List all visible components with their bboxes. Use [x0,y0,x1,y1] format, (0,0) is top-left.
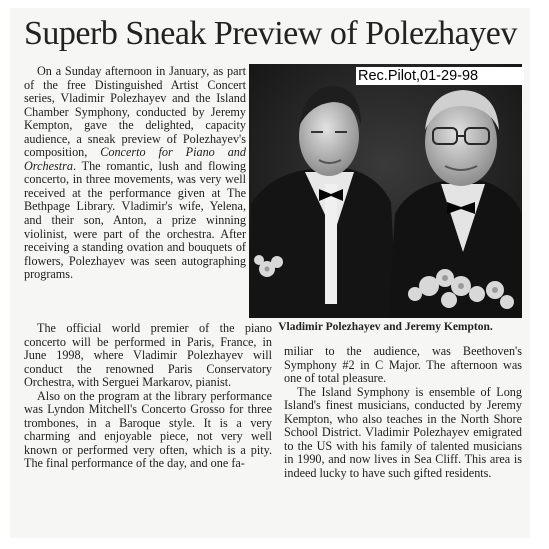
photo-two-men-tuxedos [249,64,522,318]
article-column-lower-left [24,322,272,471]
paragraph-3-continued: miliar to the audience, was Beethoven's Symphony #2 in C Major. The afternoon was one of total pleasure. [284,344,522,386]
photo-illustration [249,64,522,318]
paragraph-1-text-a: On a Sunday afternoon in January, as part of the free Distinguished Artist Concert series, Vladimir Polezhayev and the Island Chamber Symphony, conducted by Jeremy Kempton, gave the delighted, capacity audience, a sneak preview of Polezhayev's composition, [24,64,246,160]
photo-caption: Vladimir Polezhayev and Jeremy Kempton. [278,321,493,333]
paragraph-3: Also on the program at the library performance was Lyndon Mitchell's Concerto Grosso for three trombones, in a Baroque style. It is a very charming and enjoyable piece, not very well known or performed very often, which is a pity. The final performance of the day, and one fa- [24,388,272,471]
paragraph-2: The official world premier of the piano concerto will be performed in Paris, France, in June 1998, where Vladimir Polezhayev will conduct the renowned Paris Conservatory Orchestra, with Serguei Markarov, pianist. [24,321,272,390]
paragraph-1 [24,65,246,282]
headline: Superb Sneak Preview of Polezhayev [24,15,517,52]
paragraph-1-text-b: . The romantic, lush and flowing concerto, in three movements, was very well received at the performance given at The Bethpage Library. Vladimir's wife, Yelena, and their son, Anton, a prize winning violinist, were part of the orchestra. After receiving a standing ovation and bouquets of flowers, Polezhayev was seen autographing programs. [24,158,246,282]
concerto-title: Concerto for Piano and Orchestra [24,145,246,173]
paragraph-4: The Island Symphony is ensemble of Long Island's finest musicians, conducted by Jeremy Kempton, who also teaches in the North Shore School District. Vladimir Polezhayev emigrated to the US with his family of talented musicians in 1990, and now lives in Sea Cliff. This area is indeed lucky to have such gifted residents. [284,384,522,480]
source-date-label: Rec.Pilot,01-29-98 [356,67,524,85]
article-column-left [24,65,246,282]
article-column-lower-right [284,345,522,480]
